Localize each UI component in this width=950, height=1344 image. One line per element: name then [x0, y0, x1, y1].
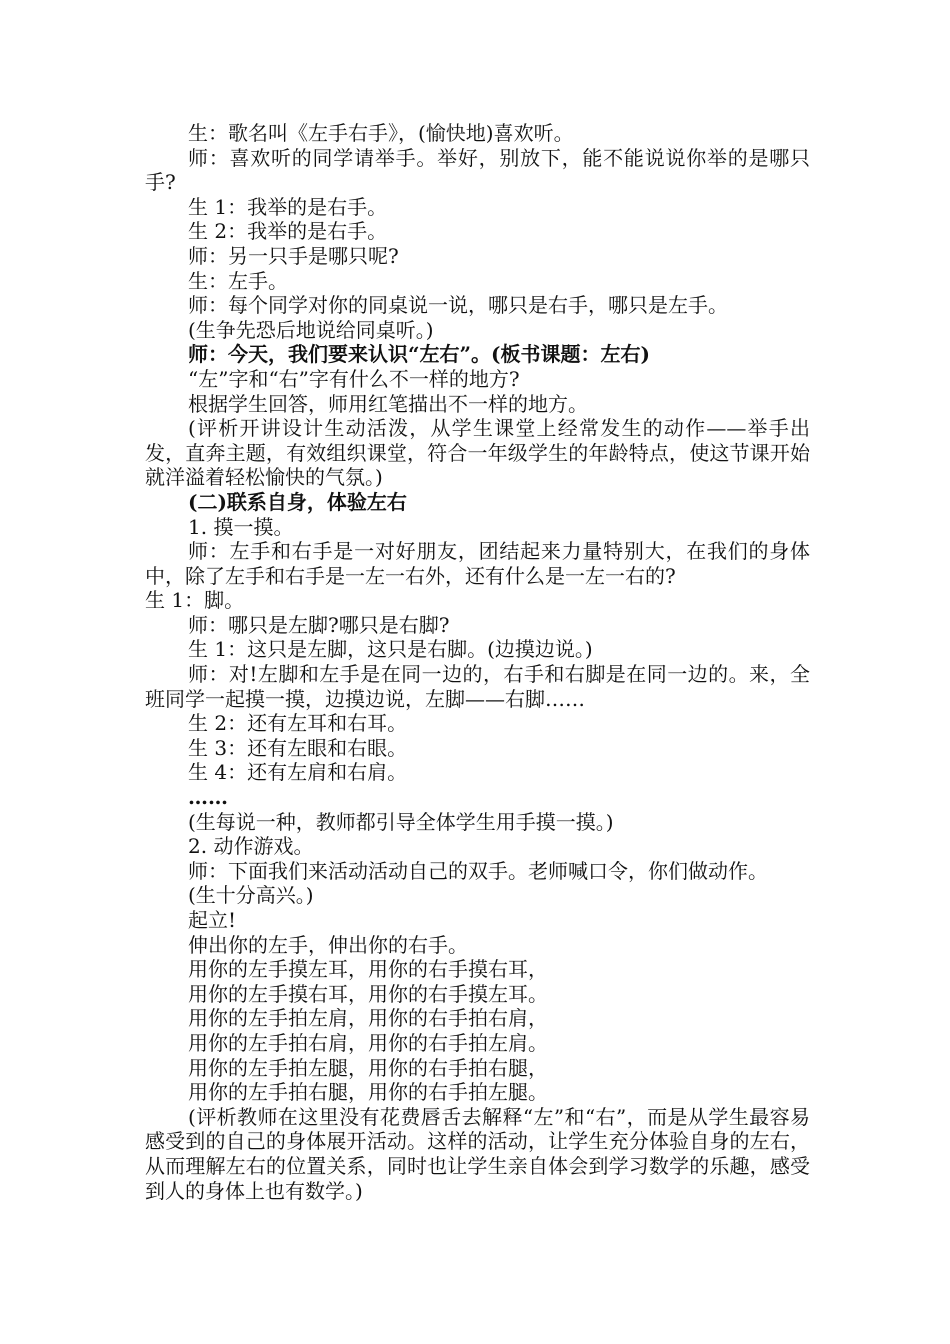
paragraph-commentary-activity: (评析教师在这里没有花费唇舌去解释“左”和“右”，而是从学生最容易感受到的自己的身体展开活动。这样的活动，让学生充分体验自身的左右，从而理解左右的位置关系，同时也让学生亲自体会到学习数学的乐趣，感受到人的身体上也有数学。) — [145, 1104, 810, 1203]
paragraph-students-happy: (生十分高兴。) — [188, 883, 314, 908]
paragraph-student2-right-hand: 生 2：我举的是右手。 — [188, 219, 388, 244]
paragraph-teacher-raise-hand: 师：喜欢听的同学请举手。举好，别放下，能不能说说你举的是哪只手? — [145, 145, 810, 195]
section-heading-body-experience: (二)联系自身，体验左右 — [188, 489, 407, 514]
paragraph-command-6: 用你的左手拍右腿，用你的右手拍左腿。 — [188, 1080, 548, 1105]
paragraph-students-tell: (生争先恐后地说给同桌听。) — [188, 317, 434, 342]
paragraph-commentary-opening: (评析开讲设计生动活泼，从学生课堂上经常发生的动作——举手出发，直奔主题，有效组织课堂，符合一年级学生的年龄特点，使这节课开始就洋溢着轻松愉快的气氛。) — [145, 416, 810, 490]
paragraph-red-pen: 根据学生回答，师用红笔描出不一样的地方。 — [188, 391, 588, 416]
paragraph-teacher-command: 师：下面我们来活动活动自己的双手。老师喊口令，你们做动作。 — [188, 858, 768, 883]
paragraph-command-3: 用你的左手拍左肩，用你的右手拍右肩， — [188, 1006, 548, 1031]
paragraph-student4-shoulders: 生 4：还有左肩和右肩。 — [188, 760, 408, 785]
paragraph-student-left-hand: 生：左手。 — [188, 268, 288, 293]
paragraph-command-1: 用你的左手摸左耳，用你的右手摸右耳， — [188, 957, 548, 982]
paragraph-lesson-topic: 师：今天，我们要来认识“左右”。(板书课题：左右) — [188, 342, 650, 367]
paragraph-teacher-same-side: 师：对!左脚和左手是在同一边的，右手和右脚是在同一边的。来，全班同学一起摸一摸，边摸边说，左脚——右脚…… — [145, 662, 810, 711]
document-body — [145, 121, 810, 1203]
paragraph-activity-game: 2. 动作游戏。 — [188, 834, 314, 859]
paragraph-teacher-good-friends: 师：左手和右手是一对好朋友，团结起来力量特别大，在我们的身体中，除了左手和右手是一左一右外，还有什么是一左一右的? — [145, 539, 810, 588]
paragraph-student1-touch-feet: 生 1：这只是左脚，这只是右脚。(边摸边说。) — [188, 637, 593, 662]
paragraph-ellipsis: …… — [188, 785, 228, 810]
paragraph-command-5: 用你的左手拍左腿，用你的右手拍右腿， — [188, 1055, 548, 1080]
paragraph-teacher-which-foot: 师：哪只是左脚?哪只是右脚? — [188, 612, 450, 637]
paragraph-student-song-name: 生：歌名叫《左手右手》，(愉快地)喜欢听。 — [188, 121, 574, 145]
paragraph-activity-touch: 1. 摸一摸。 — [188, 514, 294, 539]
paragraph-student1-right-hand: 生 1：我举的是右手。 — [188, 194, 388, 219]
paragraph-student3-eyes: 生 3：还有左眼和右眼。 — [188, 735, 408, 760]
paragraph-teacher-guides: (生每说一种，教师都引导全体学生用手摸一摸。) — [188, 809, 614, 834]
paragraph-character-difference: “左”字和“右”字有什么不一样的地方? — [188, 366, 520, 391]
paragraph-command-4: 用你的左手拍右肩，用你的右手拍左肩。 — [188, 1030, 548, 1055]
paragraph-teacher-desk-mate: 师：每个同学对你的同桌说一说，哪只是右手，哪只是左手。 — [188, 293, 728, 318]
paragraph-teacher-other-hand: 师：另一只手是哪只呢? — [188, 243, 399, 268]
paragraph-stretch-hands: 伸出你的左手，伸出你的右手。 — [188, 932, 468, 957]
paragraph-stand-up: 起立! — [188, 908, 237, 932]
paragraph-student1-foot: 生 1：脚。 — [145, 588, 245, 613]
paragraph-command-2: 用你的左手摸右耳，用你的右手摸左耳。 — [188, 981, 548, 1006]
paragraph-student2-ears: 生 2：还有左耳和右耳。 — [188, 711, 408, 736]
